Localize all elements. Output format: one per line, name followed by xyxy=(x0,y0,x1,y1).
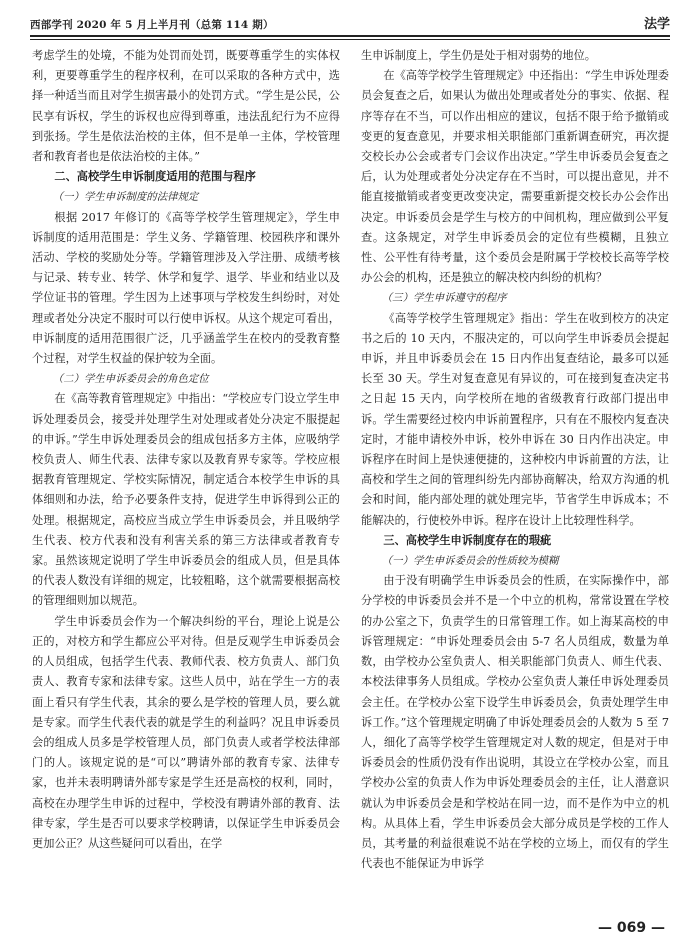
body-paragraph: 学生申诉委员会作为一个解决纠纷的平台，理论上说是公正的，对校方和学生都应公平对待。但是反观学生申诉委员会的人员组成，包括学生代表、教师代表、校方负责人、部门负责人、教育专家和法律专家。这些人员中，站在学生一方的表面上看只有学生代表，其余的要么是学校的管理人员，要么就是专家。而学生代表代表的就是学生的利益吗？况且申诉委员会的组成人员多是学校管理人员，部门负责人或者学校法律部门的人。该规定说的是“可以”聘请外部的教育专家、法律专家，也并未表明聘请外部专家是学生还是高校的权利，同时，高校在办理学生申诉的过程中，学校没有聘请外部的教育、法律专家，学生是否可以要求学校聘请，以保证学生申诉委员会更加公正？从这些疑问可以看出，在学 xyxy=(32,614,340,850)
section-heading: 三、高校学生申诉制度存在的瑕疵 xyxy=(383,533,552,547)
left-column xyxy=(32,46,340,854)
running-header xyxy=(30,8,670,32)
body-paragraph: 生申诉制度上，学生仍是处于相对弱势的地位。 xyxy=(361,49,596,62)
header-rule-thin xyxy=(30,39,670,40)
body-paragraph: 考虑学生的处境，不能为处罚而处罚，既要尊重学生的实体权利，更要尊重学生的程序权利，在可以采取的各种方式中，选择一种适当而且对学生损害最小的处罚方式。“学生是公民，公民享有诉权，学生的诉权也应得到尊重，违法乱纪行为不应得到张扬。学生是依法治校的主体，但不是单一主体，学校管理者和教育者也是依法治校的主体。” xyxy=(32,49,340,164)
body-paragraph: 《高等学校学生管理规定》指出：学生在收到校方的决定书之后的 10 天内，不服决定的，可以向学生申诉委员会提起申诉，并且申诉委员会在 15 日内作出复查结论，最多可以延长至 30 天。学生对复查意见有异议的，可在接到复查决定书之日起 15 天内，向学校所在地的省级教育行政部门提出申诉。学生需要经过校内申诉前置程序，只有在不服校内复查决定时，才能申请校外申诉，校外申诉在 30 日内作出决定。申诉程序在时间上是快速便捷的，这种校内申诉前置的方法，让高校和学生之间的管理纠纷先内部协商解决，给双方沟通的机会和时间，能内部处理的就处理完毕，节省学生申诉成本；不能解决的，行使校外申诉。程序在设计上比较理性科学。 xyxy=(361,311,669,527)
body-paragraph: 根据 2017 年修订的《高等学校学生管理规定》，学生申诉制度的适用范围是：学生义务、学籍管理、校园秩序和课外活动、学校的奖励处分等。学籍管理涉及入学注册、成绩考核与记录、转专业、转学、休学和复学、退学、毕业和结业以及学位证书的管理。学生因为上述事项与学校发生纠纷时，对处理或者处分决定不服时可以行使申诉权。从这个规定可看出，申诉制度的适用范围很广泛，几乎涵盖学生在校内的受教育整个过程，对学生权益的保护较为全面。 xyxy=(32,210,340,366)
body-paragraph: 在《高等学校学生管理规定》中还指出：“学生申诉处理委员会复查之后，如果认为做出处理或者处分的事实、依据、程序等存在不当，可以作出相应的建议，包括不限于给予撤销或变更的复查意见，并要求相关职能部门重新调查研究，再次提交校长办公会或者专门会议作出决定。”学生申诉委员会复查之后，认为处理或者处分决定存在不当时，可以提出意见，并不能直接撤销或者变更改变决定，需要重新提交校长办公会作出决定。申诉委员会是学生与校方的中间机构，理应做到公平复查。这条规定，对学生申诉委员会的定位有些模糊，且独立性、公平性有待考量，这个委员会是附属于学校校长高等学校办公会的机构，还是独立的解决校内纠纷的机构？ xyxy=(361,69,669,285)
body-paragraph: 在《高等教育管理规定》中指出：“学校应专门设立学生申诉处理委员会，接受并处理学生对处理或者处分决定不服提起的申诉。”学生申诉处理委员会的组成包括多方主体，应吸纳学校负责人、师生代表、法律专家以及教育界专家等。学校应根据教育管理规定、学校实际情况，制定适合本校学生申诉的具体细则和办法，给予必要条件支持，促进学生申诉得到公正的处理。根据规定，高校应当成立学生申诉委员会，并且吸纳学生代表、校方代表和没有利害关系的第三方法律或者教育专家。虽然该规定说明了学生申诉委员会的组成人员，但是具体的代表人数没有详细的规定，比较粗略，这个就需要根据高校的管理细则加以规范。 xyxy=(32,392,340,608)
page-number: — 069 — xyxy=(598,920,665,936)
subsection-heading: （一）学生申诉制度的法律规定 xyxy=(52,191,199,204)
subsection-heading: （三）学生申诉遵守的程序 xyxy=(381,292,507,305)
header-rule-thick xyxy=(30,35,670,37)
journal-title: 西部学刊 2020 年 5 月上半月刊（总第 114 期） xyxy=(30,19,274,31)
section-heading: 二、高校学生申诉制度适用的范围与程序 xyxy=(54,170,256,184)
subsection-heading: （一）学生申诉委员会的性质较为模糊 xyxy=(381,555,559,568)
section-label: 法学 xyxy=(643,17,670,32)
right-column xyxy=(361,46,669,874)
subsection-heading: （二）学生申诉委员会的角色定位 xyxy=(52,373,209,386)
body-paragraph: 由于没有明确学生申诉委员会的性质，在实际操作中，部分学校的申诉委员会并不是一个中立的机构，常常设置在学校的办公室之下，负责学生的日常管理工作。如上海某高校的申诉管理规定：“申诉处理委员会由 5-7 名人员组成，数量为单数，由学校办公室负责人、相关职能部门负责人、师生代表、本校法律事务人员组成。学校办公室负责人兼任申诉处理委员会主任。在学校办公室下设学生申诉委员会，负责处理学生申诉工作。”这个管理规定明确了申诉处理委员会的人数为 5 至 7 人，细化了高等学校学生管理规定对人数的规定，但是对于申诉委员会的性质仍没有作出说明，其设立在学校办公室，而且学校办公室的负责人作为申诉处理委员会的主任，让人潜意识就认为申诉委员会是和学校站在同一边，而不是作为中立的机构。从具体上看，学生申诉委员会大部分成员是学校的工作人员，其考量的利益很难说不站在学校的立场上，而仅有的学生代表也不能保证为申诉学 xyxy=(361,574,669,871)
